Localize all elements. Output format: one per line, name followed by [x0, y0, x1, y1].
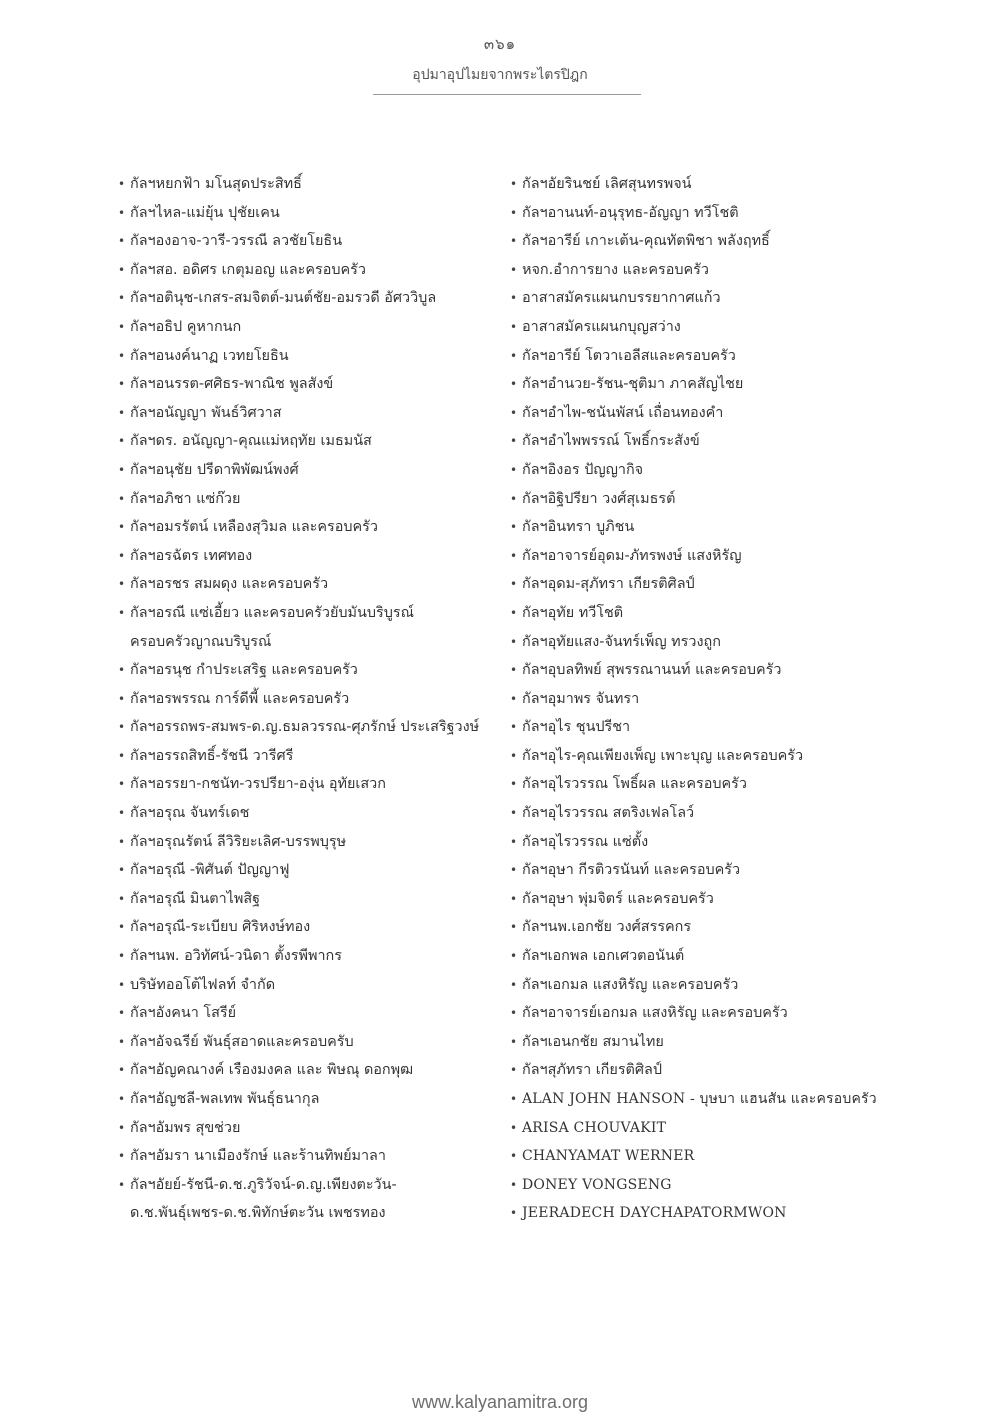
list-item — [510, 485, 900, 514]
donor-name: กัลฯอุษา พุ่มจิตร์ และครอบครัว — [522, 890, 714, 907]
bullet-icon: • — [510, 1063, 518, 1078]
bullet-icon: • — [510, 377, 518, 392]
list-item — [510, 713, 900, 742]
donor-name: กัลฯอภิชา แซ่ก๊วย — [130, 490, 241, 507]
donor-name: อาสาสมัครแผนกบุญสว่าง — [522, 318, 681, 335]
bullet-icon: • — [510, 834, 518, 849]
donor-name: กัลฯอนุชัย ปรีดาพิพัฒน์พงศ์ — [130, 461, 299, 478]
list-item — [118, 599, 503, 656]
bullet-icon: • — [118, 319, 126, 334]
bullet-icon: • — [510, 205, 518, 220]
donor-name: กัลฯอำไพ-ชนันพัสน์ เถื่อนทองคำ — [522, 404, 724, 421]
bullet-icon: • — [510, 863, 518, 878]
bullet-icon: • — [118, 1034, 126, 1049]
donor-name: กัลฯอัมรา นาเมืองรักษ์ และร้านทิพย์มาลา — [130, 1148, 386, 1165]
donor-name: กัลฯอัมพร สุขช่วย — [130, 1119, 241, 1136]
bullet-icon: • — [510, 605, 518, 620]
bullet-icon: • — [118, 605, 126, 620]
bullet-icon: • — [118, 205, 126, 220]
donor-name: กัลฯอรุณี-ระเบียบ ศิริหงษ์ทอง — [130, 919, 311, 936]
list-item — [510, 742, 900, 771]
donor-name: กัลฯอิฐิปรียา วงศ์สุเมธรต์ — [522, 490, 676, 507]
bullet-icon: • — [510, 891, 518, 906]
list-item — [510, 1114, 900, 1143]
list-item — [118, 1142, 503, 1171]
list-item — [118, 313, 503, 342]
bullet-icon: • — [510, 577, 518, 592]
list-item — [510, 885, 900, 914]
list-item — [118, 399, 503, 428]
bullet-icon: • — [510, 434, 518, 449]
bullet-icon: • — [118, 949, 126, 964]
bullet-icon: • — [118, 777, 126, 792]
bullet-icon: • — [510, 262, 518, 277]
donor-name: กัลฯอตินุช-เกสร-สมจิตต์-มนต์ชัย-อมรวดี อัศววิบูล — [130, 290, 437, 307]
list-item — [118, 913, 503, 942]
list-item — [118, 456, 503, 485]
bullet-icon: • — [118, 891, 126, 906]
book-title: อุปมาอุปไมยจากพระไตรปิฎก — [412, 67, 588, 83]
bullet-icon: • — [510, 634, 518, 649]
donor-name: ALAN JOHN HANSON - บุษบา แฮนสัน และครอบครัว — [522, 1091, 877, 1107]
list-item — [510, 1199, 900, 1228]
list-item — [118, 856, 503, 885]
list-item — [510, 1142, 900, 1171]
donor-name: กัลฯอังคนา โสรีย์ — [130, 1005, 237, 1022]
page-number: ๓๖๑ — [483, 35, 517, 53]
bullet-icon: • — [510, 977, 518, 992]
donor-name: กัลฯอุทัยแสง-จันทร์เพ็ญ ทรวงถูก — [522, 633, 721, 650]
bullet-icon: • — [118, 748, 126, 763]
bullet-icon: • — [510, 405, 518, 420]
list-item — [510, 284, 900, 313]
donor-name: กัลฯนพ. อวิทัศน์-วนิดา ตั้งรพีพากร — [130, 948, 342, 965]
bullet-icon: • — [510, 1034, 518, 1049]
list-item — [510, 399, 900, 428]
list-item — [118, 885, 503, 914]
list-item — [118, 170, 503, 199]
donor-name: กัลฯอุไร-คุณเพียงเพ็ญ เพาะบุญ และครอบครัว — [522, 747, 804, 764]
list-item — [510, 227, 900, 256]
bullet-icon: • — [118, 491, 126, 506]
donor-name: กัลฯอรฉัตร เทศทอง — [130, 547, 253, 564]
list-item — [510, 1085, 900, 1114]
list-item — [118, 942, 503, 971]
bullet-icon: • — [510, 177, 518, 191]
donor-name: กัลฯอาจารย์อุดม-ภัทรพงษ์ แสงหิรัญ — [522, 547, 742, 564]
bullet-icon: • — [510, 348, 518, 363]
list-item — [510, 1056, 900, 1085]
list-item — [118, 770, 503, 799]
donor-name: กัลฯอมรรัตน์ เหลืองสุวิมล และครอบครัว — [130, 519, 378, 536]
list-item — [510, 570, 900, 599]
list-item — [510, 856, 900, 885]
list-item — [510, 513, 900, 542]
bullet-icon: • — [118, 234, 126, 249]
donor-list-left — [118, 170, 503, 1228]
list-item — [118, 199, 503, 228]
donor-name: กัลฯอุทัย ทวีโชติ — [522, 604, 624, 621]
donor-name: กัลฯอุไรวรรณ สตริงเฟลโลว์ — [522, 805, 695, 822]
list-item — [118, 256, 503, 285]
donor-name: กัลฯอุมาพร จันทรา — [522, 690, 640, 707]
bullet-icon: • — [118, 1177, 126, 1192]
donor-name: กัลฯอำนวย-รัชน-ชุติมา ภาคสัญไชย — [522, 376, 744, 393]
bullet-icon: • — [510, 1006, 518, 1021]
donor-name: กัลฯอุไร ชุนปรีชา — [522, 719, 631, 736]
donor-name: กัลฯอารีย์ เกาะเต้น-คุณทัตพิชา พลังฤทธิ์ — [522, 233, 770, 250]
bullet-icon: • — [118, 348, 126, 363]
donor-name: กัลฯอนงค์นาฏ เวทยโยธิน — [130, 347, 289, 364]
bullet-icon: • — [510, 920, 518, 935]
donor-name: DONEY VONGSENG — [522, 1176, 672, 1193]
donor-name: กัลฯอุดม-สุภัทรา เกียรติศิลป์ — [522, 576, 695, 593]
donor-name: กัลฯอารีย์ โตวาเอลีสและครอบครัว — [522, 347, 736, 364]
list-item — [510, 628, 900, 657]
list-item — [118, 570, 503, 599]
donor-name: กัลฯอรุณี -พิศันต์ ปัญญาฟู — [130, 862, 290, 879]
list-item — [118, 1114, 503, 1143]
page-header — [0, 32, 1000, 86]
bullet-icon: • — [118, 663, 126, 678]
bullet-icon: • — [510, 491, 518, 506]
bullet-icon: • — [118, 1006, 126, 1021]
bullet-icon: • — [118, 577, 126, 592]
list-item — [510, 999, 900, 1028]
donor-list-right — [510, 170, 900, 1228]
bullet-icon: • — [118, 920, 126, 935]
donor-name: กัลฯหยกฟ้า มโนสุดประสิทธิ์ — [130, 176, 302, 192]
bullet-icon: • — [118, 977, 126, 992]
list-item — [510, 1171, 900, 1200]
bullet-icon: • — [510, 949, 518, 964]
bullet-icon: • — [510, 234, 518, 249]
list-item — [118, 284, 503, 313]
bullet-icon: • — [510, 1092, 518, 1106]
donor-name: กัลฯอรุณี มินตาไพสิฐ — [130, 890, 261, 907]
donor-name: บริษัทออโต้ไฟลท์ จำกัด — [130, 976, 276, 993]
list-item — [510, 913, 900, 942]
donor-name: กัลฯอุไรวรรณ แซ่ตั้ง — [522, 833, 649, 850]
donor-name: กัลฯอินทรา บูภิชน — [522, 519, 635, 536]
bullet-icon: • — [118, 806, 126, 821]
bullet-icon: • — [118, 1149, 126, 1164]
donor-name: กัลฯนพ.เอกชัย วงศ์สรรคกร — [522, 919, 692, 936]
list-item — [510, 542, 900, 571]
bullet-icon: • — [118, 691, 126, 706]
bullet-icon: • — [510, 462, 518, 477]
list-item — [118, 427, 503, 456]
bullet-icon: • — [510, 777, 518, 792]
donor-name: กัลฯอุไรวรรณ โพธิ์ผล และครอบครัว — [522, 776, 747, 793]
donor-name: กัลฯอัยย์-รัชนี-ด.ช.ภูริวัจน์-ด.ญ.เพียงตะวัน- ด.ช.พันธุ์เพชร-ด.ช.พิทักษ์ตะวัน เพชรทอง — [130, 1176, 397, 1222]
list-item — [510, 427, 900, 456]
donor-name: กัลฯสอ. อดิศร เกตุมอญ และครอบครัว — [130, 261, 366, 278]
donor-name: ARISA CHOUVAKIT — [522, 1119, 667, 1136]
list-item — [118, 999, 503, 1028]
list-item — [118, 656, 503, 685]
list-item — [118, 485, 503, 514]
list-item — [510, 1028, 900, 1057]
bullet-icon: • — [118, 1092, 126, 1106]
bullet-icon: • — [510, 1206, 518, 1221]
list-item — [118, 742, 503, 771]
donor-name: กัลฯอนัญญา พันธ์วิศวาส — [130, 404, 282, 421]
donor-name: กัลฯอำไพพรรณ์ โพธิ์กระสังข์ — [522, 433, 700, 450]
bullet-icon: • — [118, 262, 126, 277]
bullet-icon: • — [510, 1120, 518, 1135]
list-item — [510, 456, 900, 485]
donor-name: กัลฯอรุณรัตน์ ลีวิริยะเลิศ-บรรพบุรุษ — [130, 833, 347, 850]
list-item — [510, 656, 900, 685]
donor-name: หจก.อำการยาง และครอบครัว — [522, 261, 709, 278]
list-item — [118, 1056, 503, 1085]
footer-website: www.kalyanamitra.org — [411, 1392, 589, 1412]
bullet-icon: • — [510, 520, 518, 535]
donor-name: อาสาสมัครแผนกบรรยากาศแก้ว — [522, 290, 721, 307]
donor-name: กัลฯเอกพล เอกเศวตอนันต์ — [522, 948, 685, 965]
bullet-icon: • — [118, 1120, 126, 1135]
donor-name: กัลฯอนรรต-ศศิธร-พาณิช พูลสังข์ — [130, 376, 334, 393]
donor-name: กัลฯอัจฉรีย์ พันธุ์สอาดและครอบครับ — [130, 1033, 354, 1050]
donor-name: กัลฯอานนท์-อนุรุทธ-อัญญา ทวีโชติ — [522, 204, 739, 221]
donor-name: กัลฯสุภัทรา เกียรติศิลป์ — [522, 1062, 662, 1079]
donor-name: กัลฯอรุณ จันทร์เดช — [130, 805, 250, 822]
list-item — [118, 685, 503, 714]
list-item — [510, 370, 900, 399]
list-item — [510, 828, 900, 857]
list-item — [118, 1028, 503, 1057]
list-item — [510, 256, 900, 285]
bullet-icon: • — [510, 720, 518, 735]
bullet-icon: • — [118, 1063, 126, 1078]
list-item — [510, 799, 900, 828]
bullet-icon: • — [118, 405, 126, 420]
list-item — [118, 971, 503, 1000]
donor-name: กัลฯอัยรินชย์ เลิศสุนทรพจน์ — [522, 176, 692, 192]
donor-name: กัลฯอรณี แซ่เอี้ยว และครอบครัวยับมันบริบูรณ์ ครอบครัวญาณบริบูรณ์ — [130, 604, 414, 650]
bullet-icon: • — [510, 291, 518, 306]
list-item — [510, 170, 900, 199]
bullet-icon: • — [510, 1177, 518, 1192]
bullet-icon: • — [510, 806, 518, 821]
list-item — [118, 513, 503, 542]
donor-name: กัลฯอรนุช กำประเสริฐ และครอบครัว — [130, 662, 358, 679]
list-item — [510, 599, 900, 628]
donor-name: JEERADECH DAYCHAPATORMWON — [522, 1205, 787, 1222]
list-item — [510, 770, 900, 799]
donor-name: กัลฯไหล-แม่ยุ้น ปุชัยเคน — [130, 204, 280, 221]
bullet-icon: • — [510, 748, 518, 763]
list-item — [510, 342, 900, 371]
header-divider — [373, 94, 641, 95]
bullet-icon: • — [118, 434, 126, 449]
list-item — [510, 199, 900, 228]
list-item — [510, 971, 900, 1000]
bullet-icon: • — [118, 462, 126, 477]
donor-name: กัลฯอรชร สมผดุง และครอบครัว — [130, 576, 329, 593]
list-item — [510, 685, 900, 714]
donor-name: กัลฯอธิป คูหากนก — [130, 318, 242, 335]
bullet-icon: • — [118, 177, 126, 191]
list-item — [118, 1085, 503, 1114]
donor-name: กัลฯองอาจ-วารี-วรรณี ลวชัยโยธิน — [130, 233, 343, 250]
donor-name: กัลฯอุบลทิพย์ สุพรรณานนท์ และครอบครัว — [522, 662, 782, 679]
list-item — [118, 1171, 503, 1228]
donor-name: กัลฯอรรถสิทธิ์-รัชนี วารีศรี — [130, 747, 294, 764]
bullet-icon: • — [118, 377, 126, 392]
donor-name: กัลฯอรรถพร-สมพร-ด.ญ.ธมลวรรณ-ศุภรักษ์ ประเสริฐวงษ์ — [130, 719, 480, 736]
donor-name: กัลฯอัญคณางค์ เรืองมงคล และ พิษณุ ดอกพุฒ — [130, 1062, 414, 1079]
bullet-icon: • — [118, 834, 126, 849]
bullet-icon: • — [510, 319, 518, 334]
donor-name: กัลฯอาจารย์เอกมล แสงหิรัญ และครอบครัว — [522, 1005, 788, 1022]
list-item — [118, 542, 503, 571]
donor-name: กัลฯอรรยา-กชนัท-วรปรียา-องุ่น อุทัยเสวก — [130, 776, 386, 793]
donor-name: กัลฯเอกมล แสงหิรัญ และครอบครัว — [522, 976, 739, 993]
donor-name: กัลฯอรพรรณ การ์ดีพี้ และครอบครัว — [130, 690, 350, 707]
bullet-icon: • — [118, 520, 126, 535]
donor-name: กัลฯดร. อนัญญา-คุณแม่หฤทัย เมธมนัส — [130, 433, 372, 450]
donor-name: CHANYAMAT WERNER — [522, 1148, 695, 1165]
list-item — [510, 942, 900, 971]
list-item — [118, 227, 503, 256]
bullet-icon: • — [118, 548, 126, 563]
list-item — [118, 370, 503, 399]
list-item — [118, 828, 503, 857]
bullet-icon: • — [118, 291, 126, 306]
donor-name: กัลฯเอนกชัย สมานไทย — [522, 1033, 664, 1050]
bullet-icon: • — [510, 691, 518, 706]
list-item — [510, 313, 900, 342]
donor-name: กัลฯอัญชลี-พลเทพ พันธุ์ธนากุล — [130, 1091, 320, 1107]
bullet-icon: • — [510, 663, 518, 678]
list-item — [118, 799, 503, 828]
list-item — [118, 713, 503, 742]
bullet-icon: • — [510, 548, 518, 563]
bullet-icon: • — [118, 863, 126, 878]
donor-name: กัลฯอุษา กีรติวรนันท์ และครอบครัว — [522, 862, 741, 879]
bullet-icon: • — [510, 1149, 518, 1164]
bullet-icon: • — [118, 720, 126, 735]
donor-name: กัลฯอิงอร ปัญญากิจ — [522, 461, 644, 478]
list-item — [118, 342, 503, 371]
